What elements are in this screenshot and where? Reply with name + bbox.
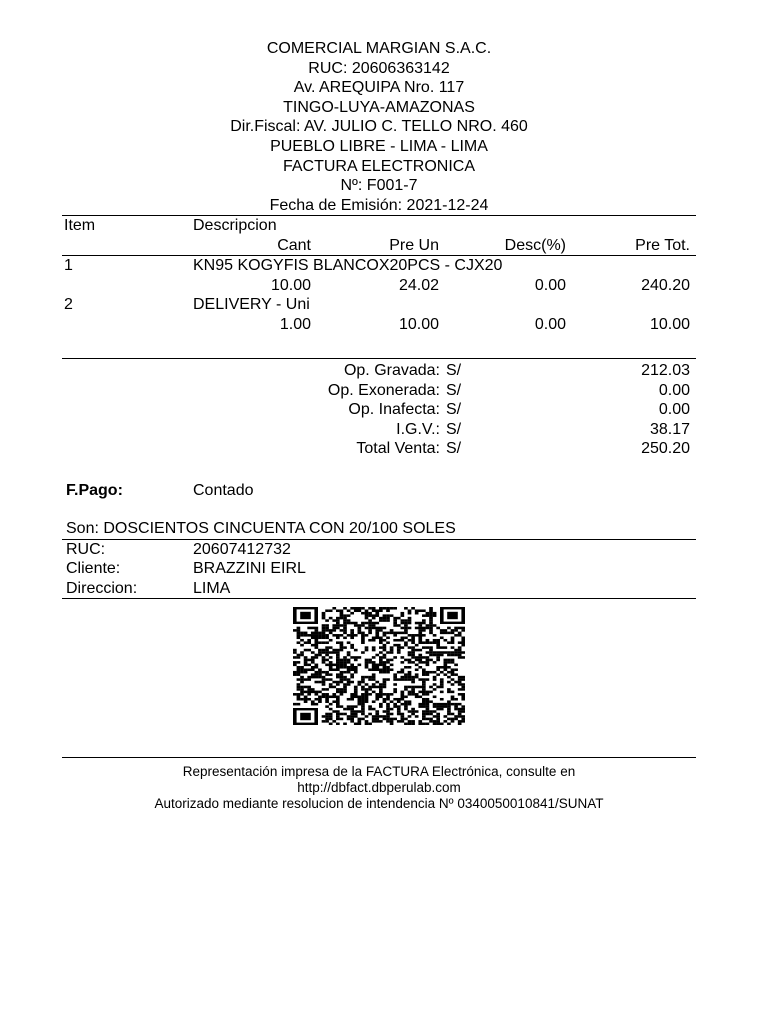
invoice-header [62,39,696,215]
total-currency: S/ [446,440,462,458]
total-row-gravada [62,361,696,381]
row-pre-un: 24.02 [398,276,439,294]
row-cant: 1.00 [279,315,311,333]
footer-authorization: Autorizado mediante resolucion de intendencia Nº 034005001084​1/SUNAT [154,796,604,812]
total-currency: S/ [446,362,462,380]
client-block [62,540,696,599]
total-value: 0.00 [658,381,690,399]
divider [62,757,696,758]
total-value: 212.03 [641,362,690,380]
col-pre-un-header: Pre Un [389,236,439,254]
qr-code [293,607,465,725]
row-item-number: 1 [64,257,73,275]
total-label: Op. Exonerada: [327,381,440,399]
footer-line: Representación impresa de la FACTURA Electrónica, consulte en [182,764,576,780]
client-address-label: Direccion: [66,579,138,597]
total-row-exonerada [62,381,696,401]
client-address-value: LIMA [193,579,231,597]
qr-code-wrap [62,607,696,725]
client-name-value: BRAZZINI EIRL [193,560,306,578]
total-label: Op. Gravada: [343,362,440,380]
row-desc: 0.00 [534,276,566,294]
total-row-venta [62,439,696,459]
totals-block [62,361,696,459]
issue-date: Fecha de Emisión: 2021-12-24 [269,196,489,214]
total-currency: S/ [446,420,462,438]
col-pre-tot-header: Pre Tot. [635,236,690,254]
footer-url: http://dbfact.dbperulab.com [297,780,461,796]
document-type: FACTURA ELECTRONICA [282,157,476,175]
client-ruc-label: RUC: [66,540,106,558]
total-label: I.G.V.: [396,420,440,438]
payment-value: Contado [193,481,254,499]
row-description: KN95 KOGYFIS BLANCOX20PCS - CJX20 [193,257,503,275]
total-row-igv [62,420,696,440]
col-item-header: Item [64,217,96,235]
client-name-row [62,559,696,579]
total-value: 38.17 [649,420,690,438]
row-pre-un: 10.00 [398,315,439,333]
total-currency: S/ [446,381,462,399]
total-label: Op. Inafecta: [348,401,440,419]
col-cant-header: Cant [277,236,311,254]
row-description: DELIVERY - Uni [193,296,310,314]
total-value: 250.20 [641,440,690,458]
client-ruc-row [62,540,696,560]
col-desc-header: Desc(%) [504,236,566,254]
invoice-receipt [62,39,696,812]
table-row [62,295,696,315]
payment-label: F.Pago: [66,481,123,499]
items-table-subheader [62,236,696,256]
row-pre-tot: 240.20 [641,276,690,294]
company-name: COMERCIAL MARGIAN S.A.C. [266,40,492,57]
total-row-inafecta [62,400,696,420]
client-ruc-value: 20607412732 [193,540,291,558]
company-address: Av. AREQUIPA Nro. 117 [293,79,465,97]
payment-row [62,481,696,501]
col-descripcion-header: Descripcion [193,217,277,235]
company-ruc: RUC: 20606363142 [308,59,450,77]
items-table-header [62,216,696,236]
table-row [62,256,696,276]
total-value: 0.00 [658,401,690,419]
table-row-values [62,315,696,335]
total-label: Total Venta: [356,440,440,458]
document-number: Nº: F001-7 [340,177,418,195]
fiscal-district: PUEBLO LIBRE - LIMA - LIMA [270,137,488,155]
fiscal-address: Dir.Fiscal: AV. JULIO C. TELLO NRO. 460 [230,118,528,136]
row-cant: 10.00 [270,276,311,294]
row-pre-tot: 10.00 [649,315,690,333]
client-name-label: Cliente: [66,560,121,578]
items-table [62,216,696,334]
company-district: TINGO-LUYA-AMAZONAS [283,98,475,116]
footer [62,764,696,812]
client-address-row [62,579,696,599]
divider [62,598,696,599]
total-currency: S/ [446,401,462,419]
row-desc: 0.00 [534,315,566,333]
table-row-values [62,276,696,296]
divider [62,358,696,359]
amount-in-words: Son: DOSCIENTOS CINCUENTA CON 20/100 SOLES [66,520,456,538]
row-item-number: 2 [64,296,73,314]
